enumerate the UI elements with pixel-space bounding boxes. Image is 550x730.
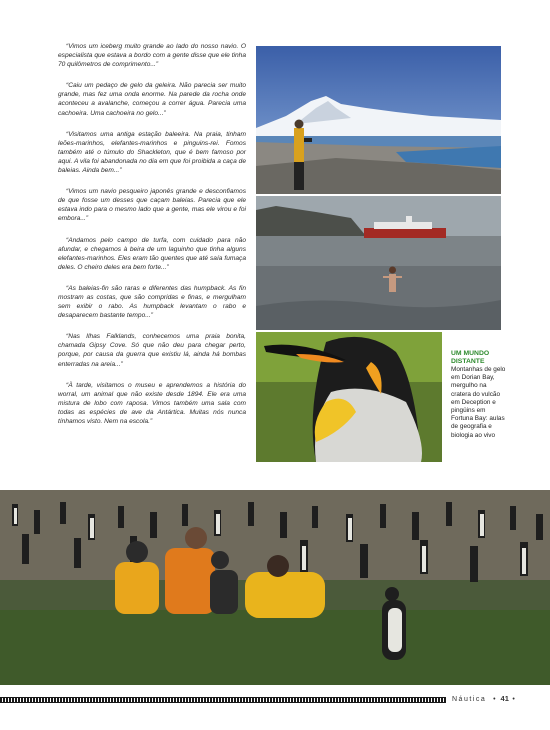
article-paragraph: “Andamos pelo campo de turfa, com cuidado para não afundar, e chegamos à beira de um laguinho que tinha alguns elefantes-marinhos. Eles eram tão quentes que até saía fumaça deles. O cheiro deles era bem forte...” [58, 236, 246, 271]
article-paragraph: “À tarde, visitamos o museu e aprendemos a história do worral, um animal que não existe desde 1894. Ele era uma mistura de lobo com raposa. Vimos também uma sala com todas as espécies de ave da Antártica. Muitas nós nunca tínhamos visto. Nem na escola.” [58, 381, 246, 425]
magazine-name: Náutica [452, 696, 487, 703]
article-paragraph: “Vimos um navio pesqueiro japonês grande e desconfiamos de que fosse um desses que caçam baleias. Parecia que ele estava indo para o mesmo lado que a gente, mas ele virou e foi embora...” [58, 188, 246, 223]
photo-king-penguin [256, 332, 442, 462]
caption-body: Montanhas de gelo em Dorian Bay, mergulho na cratera do vulcão em Deception e pingüins em Fortuna Bay: aulas de geografia e biologia ao vivo [451, 366, 506, 439]
footer-rule [0, 702, 446, 703]
article-paragraph: “Caiu um pedaço de gelo da geleira. Não parecia ser muito grande, mas fez uma onda enorme. Na parede da rocha onde aconteceu a avalanche, começou a correr água. Parecia uma cachoeira. Uma cachoeira no gelo...” [58, 82, 246, 117]
article-paragraph: “As baleias-fin são raras e diferentes das humpback. As fin mostram as costas, que são compridas e finas, e mergulham sem exibir o rabo. As humpback levantam o rabo e desaparecem bastante tempo...” [58, 284, 246, 320]
article-body [58, 42, 246, 438]
page-footer: Náutica • 41 • [452, 694, 517, 703]
article-paragraph: “Visitamos uma antiga estação baleeira. Na praia, tinham leões-marinhos, elefantes-marinhos e pinguins-rei. Fomos também até o túmulo do Shackleton, que é bem famoso por aqui. A vila foi abandonada no dia em que foi proibida a caça de baleias. Ainda bem...” [58, 130, 246, 175]
photo-caption [451, 350, 507, 440]
caption-title: UM MUNDO DISTANTE [451, 350, 490, 365]
photo-snow-mountains [256, 46, 501, 194]
article-paragraph: “Nas Ilhas Falklands, conhecemos uma praia bonita, chamada Gipsy Cove. Só que não deu para chegar perto, porque, por causa da guerra que existiu lá, ainda há bombas enterradas na areia...” [58, 333, 246, 368]
photo-penguin-colony [0, 490, 550, 685]
article-paragraph: “Vimos um iceberg muito grande ao lado do nosso navio. O especialista que estava a bordo com a gente disse que ele tinha 70 quilômetros de comprimento...” [58, 43, 246, 69]
page-number: 41 [500, 694, 509, 703]
photo-ship-swimmer [256, 196, 501, 330]
